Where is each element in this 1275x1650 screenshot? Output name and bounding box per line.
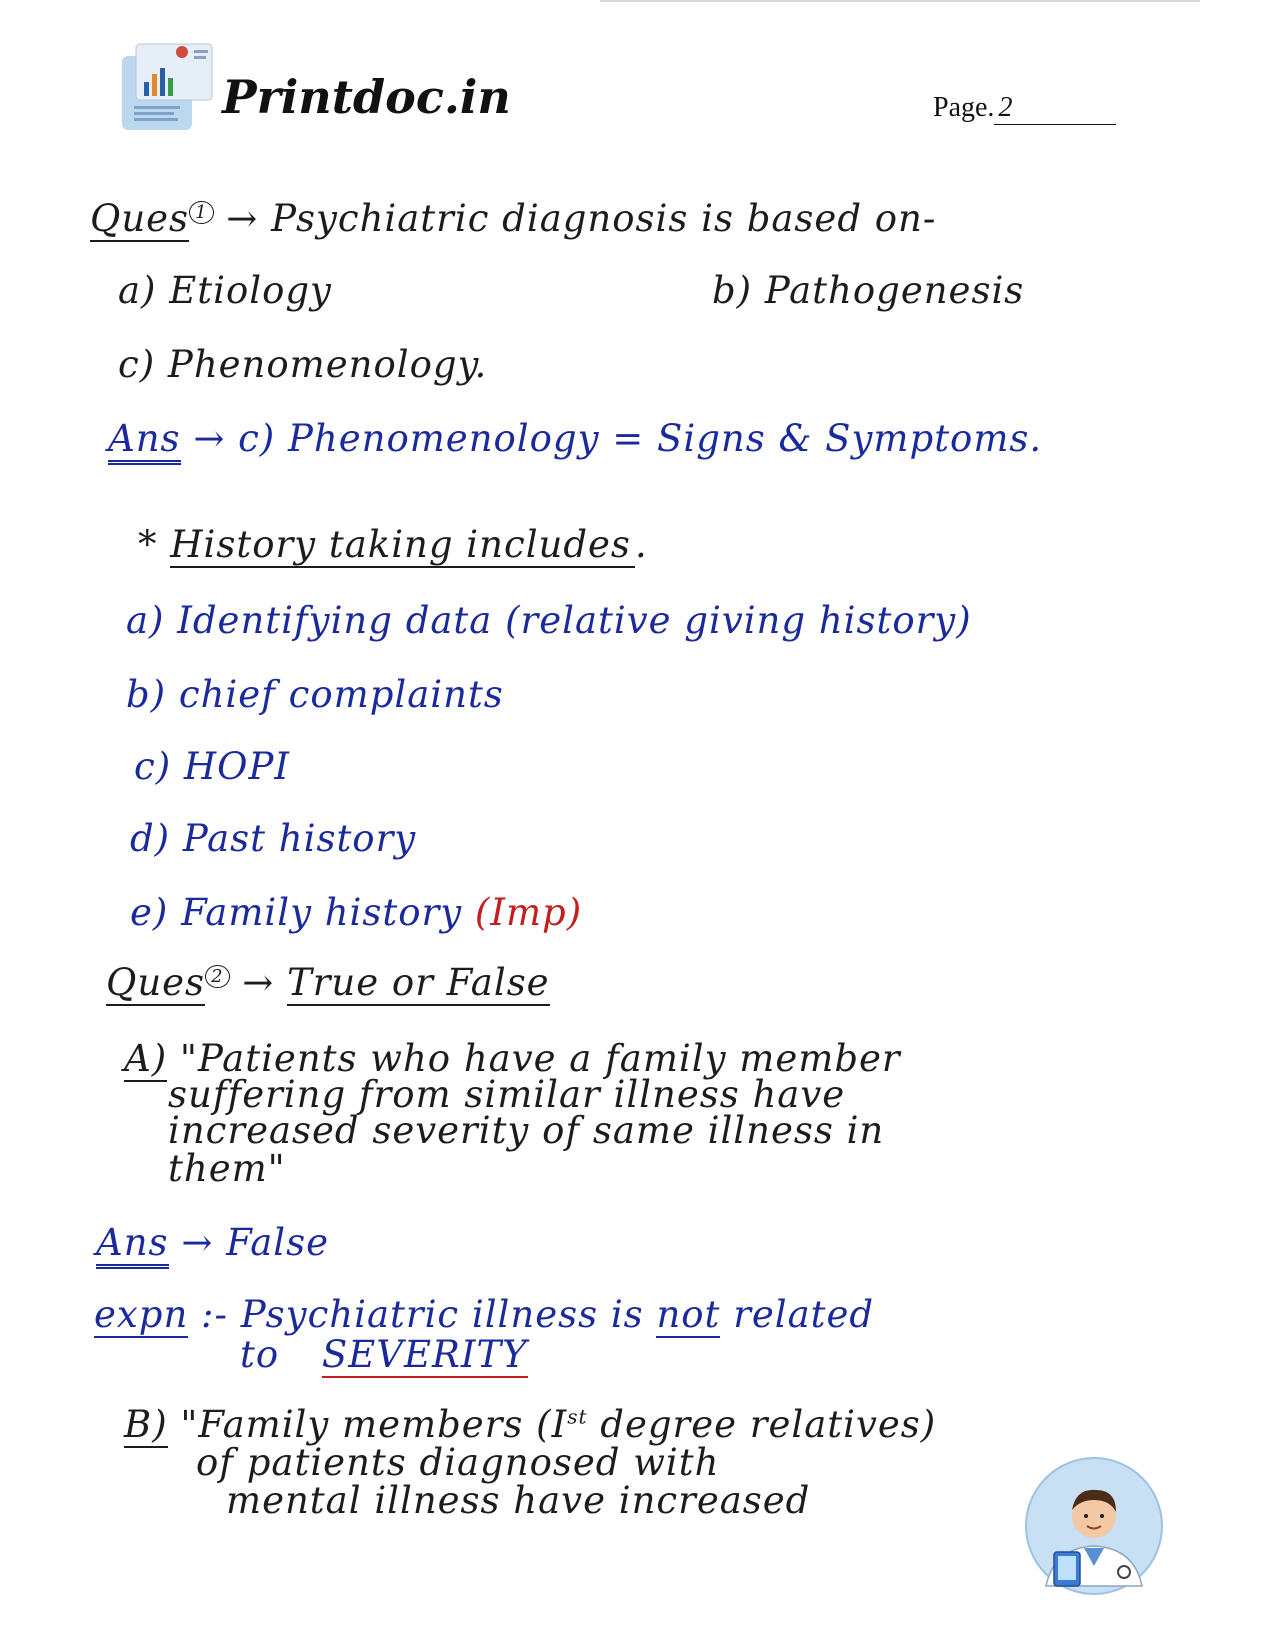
q2-number-badge: 2 (205, 965, 229, 988)
doctor-avatar-icon (1024, 1456, 1164, 1596)
history-heading-dot: . (634, 523, 648, 566)
printdoc-logo-icon (120, 42, 220, 134)
explanation-text-2: related (733, 1293, 875, 1336)
q2-a-text-1: "Patients who have a family member (179, 1037, 901, 1080)
q1-answer-label: Ans (108, 417, 181, 465)
q1-answer-text: → c) Phenomenology = Signs & Symptoms. (193, 417, 1043, 460)
history-item-e-line (130, 892, 582, 935)
star-bullet: * (138, 523, 158, 566)
q2-answer-text: → False (181, 1221, 330, 1264)
page-label: Page. (933, 92, 995, 123)
brand-name: Printdoc.in (222, 70, 511, 124)
q2-b-superscript: st (567, 1404, 588, 1429)
q2-label: Ques (106, 961, 206, 1004)
q1-option-a: a) Etiology (118, 269, 332, 312)
explanation-text-1: :- Psychiatric illness is (201, 1293, 644, 1336)
history-item-c: c) HOPI (134, 745, 291, 788)
q2-a-text-2: suffering from similar illness have (168, 1073, 846, 1116)
q1-option-b: b) Pathogenesis (712, 269, 1025, 312)
q1-answer (108, 418, 1042, 461)
q1-line (90, 198, 936, 241)
explanation-label: expn (94, 1293, 189, 1336)
q1-question: Psychiatric diagnosis is based on- (271, 197, 937, 240)
q2-a-label: A) (124, 1037, 168, 1080)
history-heading-line (138, 524, 648, 567)
q1-label: Ques (90, 197, 190, 240)
page-number-value: 2 (994, 92, 1116, 125)
q2-a-text-4: them" (168, 1147, 286, 1190)
q2-explanation-line2 (240, 1334, 528, 1377)
history-item-e: e) Family history (130, 891, 463, 934)
explanation-not: not (656, 1293, 721, 1336)
important-tag: (Imp) (474, 891, 583, 934)
q2-b-text-1b: degree relatives) (600, 1403, 937, 1446)
history-item-d: d) Past history (130, 817, 417, 860)
scan-edge-line (600, 0, 1200, 2)
history-item-b: b) chief complaints (126, 673, 504, 716)
q2-b-label: B) (124, 1403, 168, 1446)
q2-b-text-1a: "Family members (I (180, 1403, 568, 1446)
q2-answer-label: Ans (96, 1221, 169, 1269)
q1-number-badge: 1 (189, 201, 213, 224)
q1-arrow: → (226, 197, 259, 240)
q2-a-text-3: increased severity of same illness in (168, 1109, 885, 1152)
q2-b-text-3: mental illness have increased (226, 1479, 811, 1522)
q2-title: True or False (287, 961, 550, 1004)
page-number (933, 92, 1116, 125)
q2-explanation-line1 (94, 1294, 874, 1337)
q2-arrow: → (242, 961, 275, 1004)
q1-option-c: c) Phenomenology. (118, 343, 488, 386)
history-item-a: a) Identifying data (relative giving history) (126, 599, 972, 642)
explanation-to: to (240, 1333, 280, 1376)
q2-line (106, 962, 550, 1005)
q2-answer (96, 1222, 329, 1265)
explanation-severity: SEVERITY (321, 1333, 528, 1376)
q2-b-text-2: of patients diagnosed with (196, 1441, 720, 1484)
history-heading: History taking includes (170, 523, 635, 568)
